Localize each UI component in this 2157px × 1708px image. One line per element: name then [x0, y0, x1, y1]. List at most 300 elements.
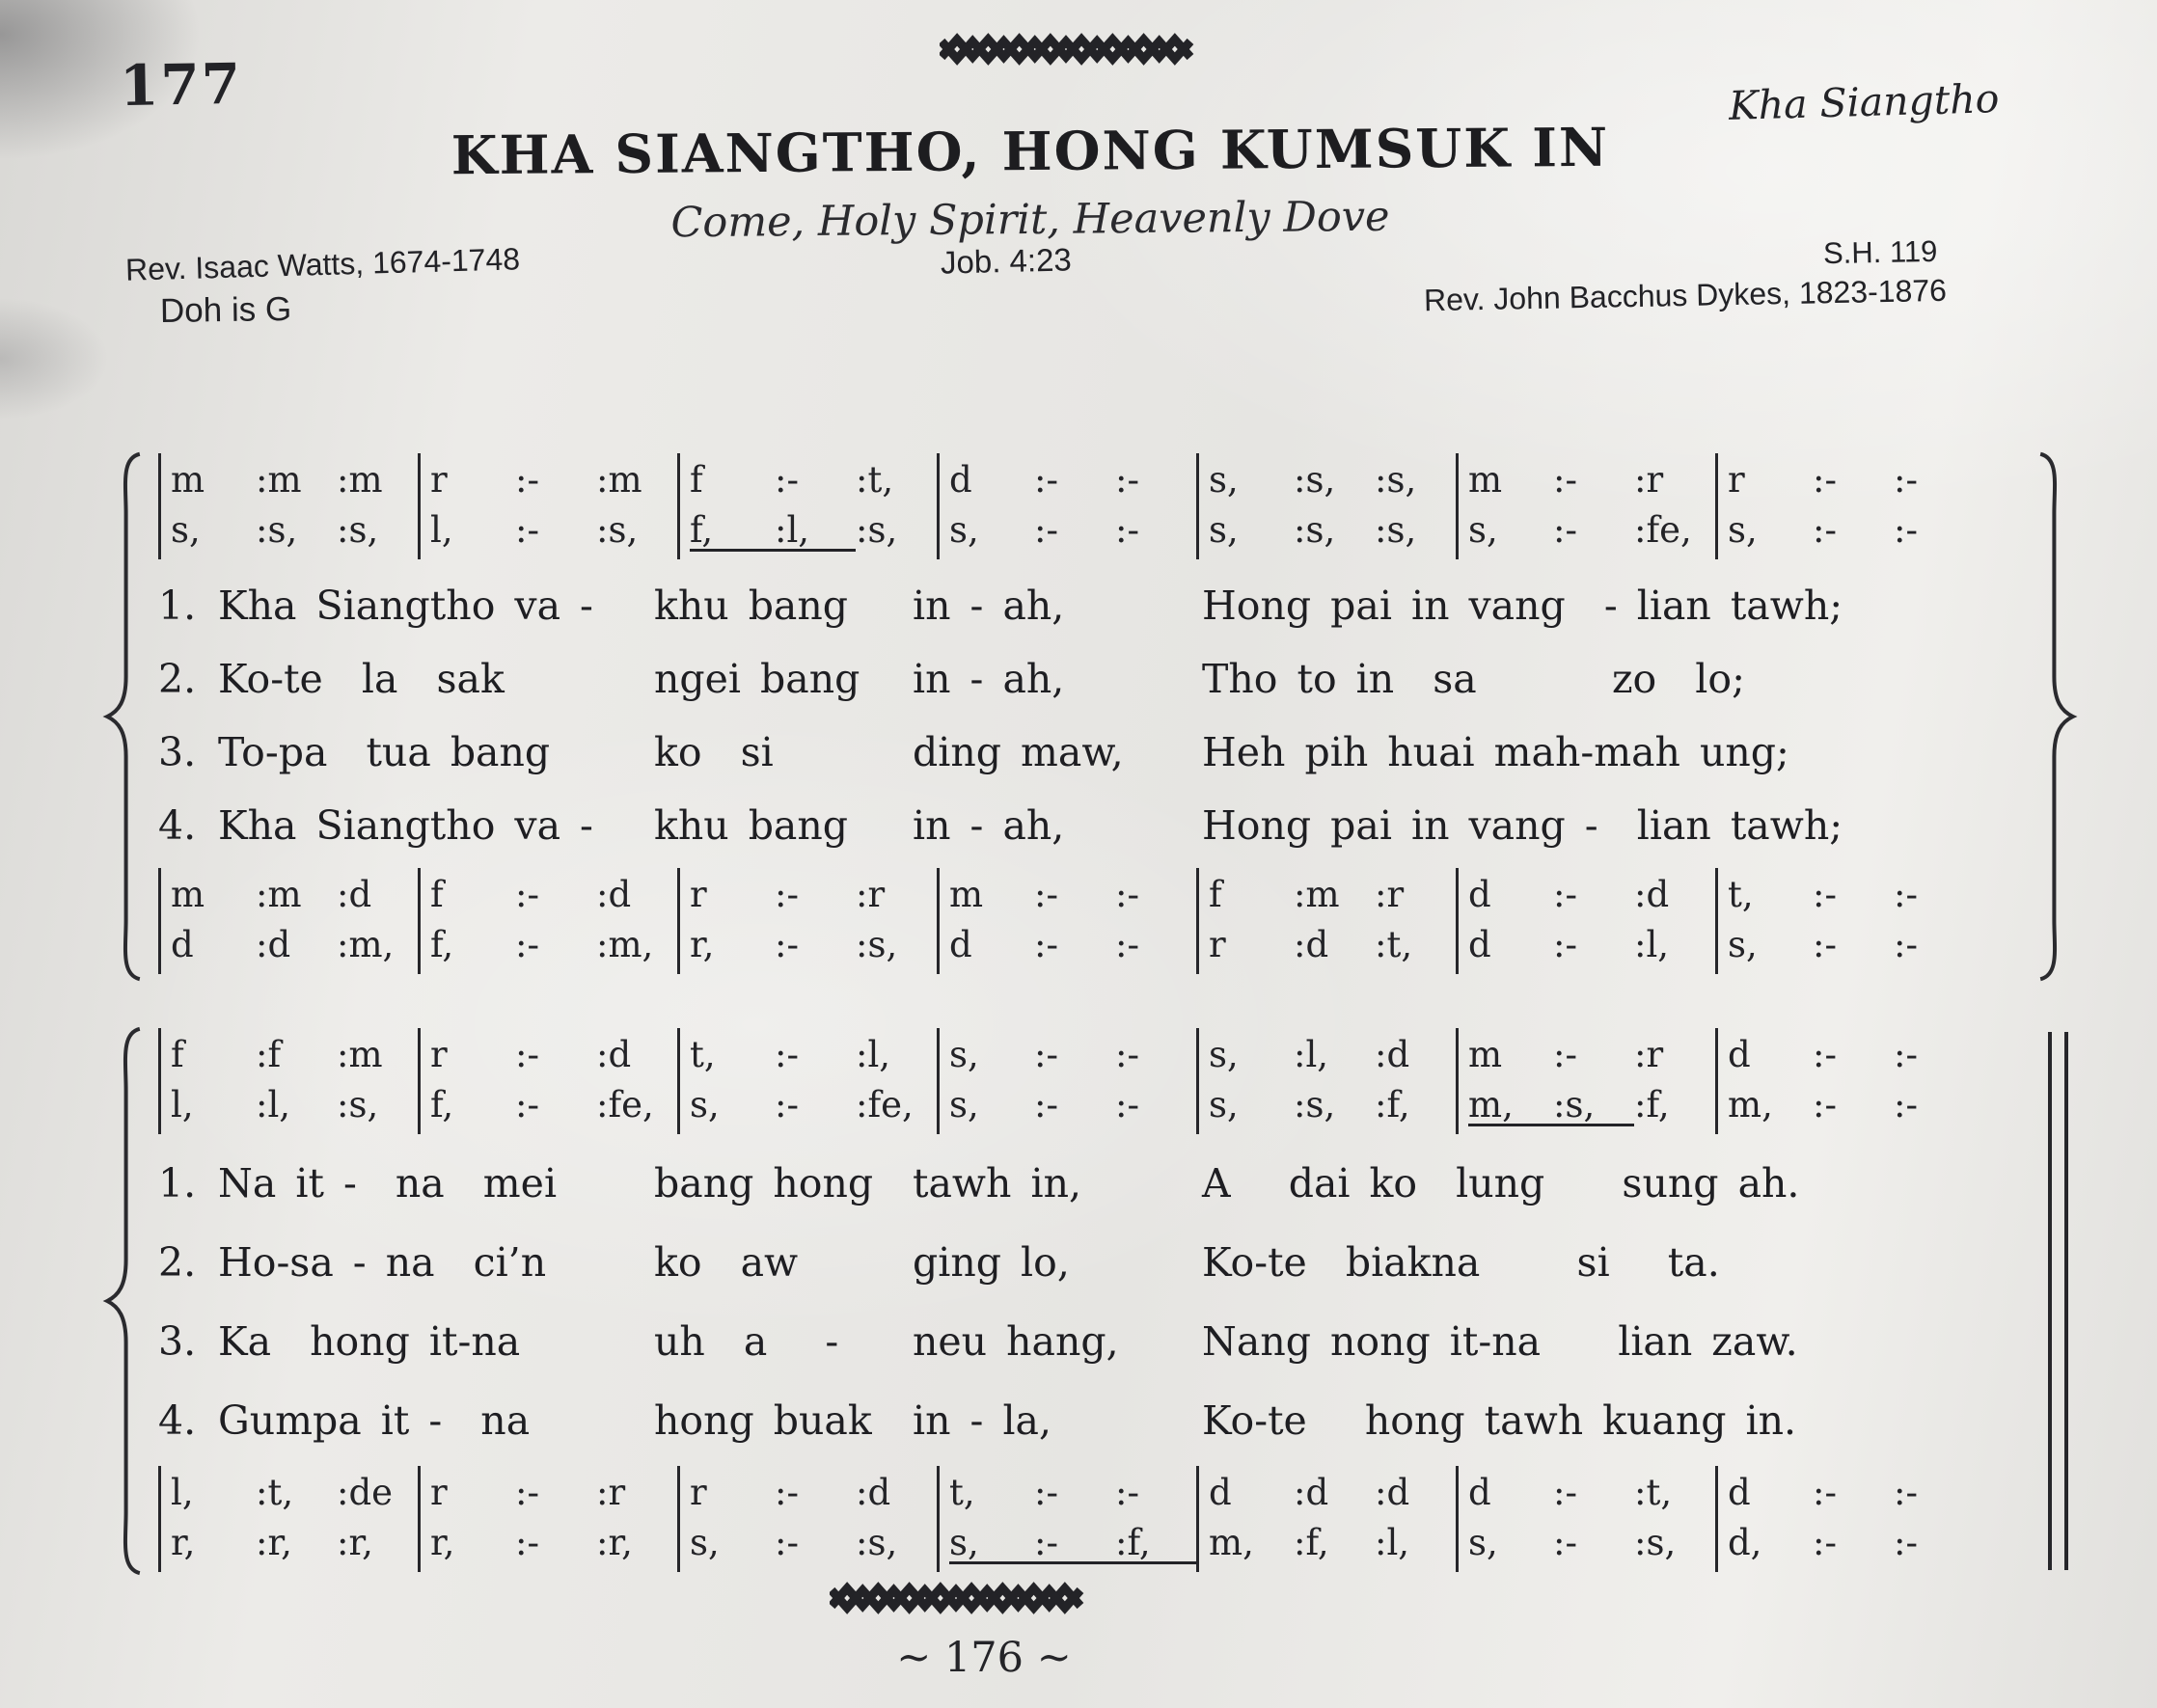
solfa-cell: :s, [1553, 1080, 1634, 1130]
solfa-measure [1456, 453, 1715, 559]
lyric-segment: Hong pai in vang - lian tawh; [1202, 583, 1843, 629]
solfa-cell: :d [856, 1472, 891, 1513]
lyric-line [158, 569, 2014, 642]
solfa-voice-row [1209, 1080, 1456, 1130]
solfa-measure [1715, 1028, 1975, 1134]
lyric-line [158, 1381, 2014, 1460]
lyric-segment: ging lo, [913, 1239, 1070, 1286]
solfa-cell: s, [1728, 924, 1758, 965]
solfa-cell: :- [515, 459, 539, 501]
lyric-line [158, 716, 2014, 789]
solfa-voice-row [1209, 1030, 1456, 1080]
solfa-cell: :- [1115, 874, 1139, 915]
solfa-cell: :- [1034, 1472, 1058, 1513]
lyric-segment: in - ah, [913, 656, 1065, 702]
lyric-segment: Nang nong it-na lian zaw. [1202, 1318, 1798, 1365]
solfa-voice-row [430, 1518, 677, 1568]
solfa-cell: :d [256, 924, 291, 965]
solfa-measure [1196, 1028, 1456, 1134]
solfa-cell: :l, [1294, 1034, 1329, 1075]
solfa-voice-row [1468, 1030, 1715, 1080]
solfa-cell: s, [1209, 459, 1239, 501]
solfa-cell: :s, [596, 509, 639, 551]
solfa-cell: :r, [596, 1522, 633, 1563]
solfa-cell: :m, [596, 924, 654, 965]
solfa-voice-row [1468, 455, 1715, 505]
music-system-2 [96, 1026, 2086, 1576]
solfa-voice-row [690, 870, 937, 920]
solfa-cell: s, [1209, 509, 1239, 551]
solfa-cell: :- [1894, 509, 1918, 551]
solfa-cell: :t, [856, 459, 894, 501]
solfa-cell: :- [1553, 1522, 1577, 1563]
solfa-cell: :- [515, 874, 539, 915]
music-system-1 [96, 451, 2086, 982]
solfa-cell: :- [1813, 509, 1837, 551]
solfa-cell: :r [856, 874, 886, 915]
solfa-voice-row [430, 920, 677, 970]
solfa-measure [677, 1028, 937, 1134]
solfa-measure [418, 1028, 677, 1134]
staff-tenor-bass [158, 868, 2014, 974]
verse-number: 3. [158, 1318, 197, 1365]
lyric-segment: Ko-te hong tawh kuang in. [1202, 1397, 1797, 1444]
solfa-voice-row [1728, 455, 1975, 505]
solfa-cell: :- [515, 1084, 539, 1125]
solfa-cell: :r, [337, 1522, 373, 1563]
solfa-measure [677, 868, 937, 974]
solfa-cell: :r, [256, 1522, 292, 1563]
solfa-cell: :d [1634, 874, 1670, 915]
solfa-cell: :- [1894, 1472, 1918, 1513]
author-attribution: Rev. Isaac Watts, 1674-1748 [124, 241, 521, 287]
solfa-voice-row [1209, 920, 1456, 970]
lyric-segment: A dai ko lung sung ah. [1202, 1160, 1800, 1206]
lyric-segment: Na it - na mei [218, 1160, 558, 1206]
solfa-cell: :- [1894, 459, 1918, 501]
solfa-cell: :- [1813, 1084, 1837, 1125]
solfa-voice-row [690, 1080, 937, 1130]
solfa-cell: :s, [1634, 1522, 1677, 1563]
solfa-cell: :l, [1634, 924, 1670, 965]
solfa-cell: s, [690, 1084, 720, 1125]
solfa-voice-row [171, 455, 418, 505]
solfa-voice-row [949, 1030, 1196, 1080]
solfa-cell: :s, [1375, 459, 1417, 501]
lyric-segment: Ho-sa - na ci’n [218, 1239, 547, 1286]
solfa-voice-row [1209, 505, 1456, 556]
solfa-cell: :t, [256, 1472, 294, 1513]
system-1-content [158, 453, 2014, 974]
verse-number: 1. [158, 583, 197, 629]
solfa-cell: :- [775, 874, 799, 915]
solfa-cell: d [1468, 874, 1491, 915]
solfa-cell: f, [430, 1084, 454, 1125]
staff-soprano-alto [158, 453, 2014, 559]
solfa-cell: :s, [856, 924, 898, 965]
solfa-measure [677, 1466, 937, 1572]
attribution-block [125, 235, 2012, 390]
solfa-cell: s, [1468, 1522, 1498, 1563]
solfa-voice-row [1468, 870, 1715, 920]
solfa-cell: :- [1553, 874, 1577, 915]
solfa-measure [937, 868, 1196, 974]
solfa-voice-row [690, 505, 937, 556]
solfa-cell: :- [1813, 1472, 1837, 1513]
solfa-cell: :- [1115, 459, 1139, 501]
solfa-voice-row [949, 505, 1196, 556]
solfa-cell: d [171, 924, 194, 965]
solfa-cell: d [1468, 1472, 1491, 1513]
solfa-cell: :- [775, 459, 799, 501]
verse-number: 1. [158, 1160, 197, 1206]
solfa-cell: :t, [1375, 924, 1413, 965]
solfa-cell: :- [1813, 874, 1837, 915]
solfa-cell: :t, [1634, 1472, 1673, 1513]
solfa-cell: :- [515, 509, 539, 551]
solfa-voice-row [171, 505, 418, 556]
solfa-measure [1196, 453, 1456, 559]
solfa-cell: :m [337, 459, 383, 501]
solfa-cell: :- [1553, 924, 1577, 965]
solfa-cell: :- [1553, 459, 1577, 501]
solfa-voice-row [690, 1518, 937, 1568]
solfa-cell: :r [1375, 874, 1405, 915]
solfa-cell: :fe, [1634, 509, 1692, 551]
lyric-line [158, 1302, 2014, 1381]
verse-number: 4. [158, 802, 197, 849]
solfa-cell: :d [596, 874, 632, 915]
solfa-voice-row [690, 1030, 937, 1080]
solfa-cell: d, [1728, 1522, 1762, 1563]
solfa-cell: m, [1209, 1522, 1254, 1563]
hymnal-reference: S.H. 119 [1822, 233, 1938, 271]
solfa-cell: t, [1728, 874, 1754, 915]
solfa-cell: s, [1209, 1034, 1239, 1075]
lyric-segment: in - la, [913, 1397, 1052, 1444]
lyric-segment: in - ah, [913, 802, 1065, 849]
solfa-measure [1456, 1028, 1715, 1134]
solfa-voice-row [949, 1080, 1196, 1130]
solfa-cell: :- [1034, 1034, 1058, 1075]
solfa-cell: f [430, 874, 444, 915]
solfa-cell: :- [1553, 509, 1577, 551]
solfa-measure [937, 1466, 1196, 1572]
solfa-cell: d [1728, 1034, 1751, 1075]
solfa-cell: d [1468, 924, 1491, 965]
solfa-cell: r [690, 1472, 707, 1513]
solfa-cell: s, [1209, 1084, 1239, 1125]
solfa-voice-row [1209, 1518, 1456, 1568]
solfa-cell: :- [515, 1034, 539, 1075]
verse-block-1 [158, 569, 2014, 862]
hymn-header [193, 115, 1868, 248]
solfa-cell: r [430, 1034, 448, 1075]
solfa-cell: :r [1634, 459, 1664, 501]
solfa-cell: s, [690, 1522, 720, 1563]
solfa-cell: :l, [856, 1034, 891, 1075]
solfa-cell: d [949, 459, 972, 501]
solfa-measure [418, 1466, 677, 1572]
solfa-voice-row [1728, 920, 1975, 970]
solfa-voice-row [430, 870, 677, 920]
solfa-cell: l, [171, 1084, 194, 1125]
solfa-cell: :f [256, 1034, 282, 1075]
solfa-measure [158, 1028, 418, 1134]
lyric-segment: Kha Siangtho va - [218, 583, 593, 629]
solfa-cell: m [171, 874, 205, 915]
solfa-cell: :- [775, 1522, 799, 1563]
solfa-cell: t, [690, 1034, 716, 1075]
solfa-measure [1715, 868, 1975, 974]
solfa-cell: d [1728, 1472, 1751, 1513]
lyric-segment: Ko-te biakna si ta. [1202, 1239, 1720, 1286]
solfa-cell: :- [1894, 1034, 1918, 1075]
solfa-cell: :- [1115, 1472, 1139, 1513]
solfa-cell: :- [1115, 1084, 1139, 1125]
lyric-segment: khu bang [654, 583, 849, 629]
lyric-segment: Hong pai in vang - lian tawh; [1202, 802, 1843, 849]
verse-number: 4. [158, 1397, 197, 1444]
solfa-voice-row [1468, 505, 1715, 556]
solfa-cell: r [430, 459, 448, 501]
solfa-measure [1456, 868, 1715, 974]
solfa-cell: m, [1728, 1084, 1773, 1125]
verse-number: 3. [158, 729, 197, 775]
staff-soprano-alto [158, 1028, 2014, 1134]
solfa-cell: t, [949, 1472, 975, 1513]
solfa-cell: :m [1294, 874, 1340, 915]
solfa-cell: :d [1294, 924, 1329, 965]
solfa-measure [418, 453, 677, 559]
lyric-segment: Heh pih huai mah-mah ung; [1202, 729, 1789, 775]
solfa-cell: :- [1813, 1034, 1837, 1075]
running-header: Kha Siangtho [1728, 75, 2000, 129]
lyric-line [158, 789, 2014, 862]
solfa-cell: f [171, 1034, 184, 1075]
solfa-cell: :f, [1115, 1518, 1196, 1568]
zigzag-divider-icon [830, 1582, 1086, 1614]
solfa-cell: :- [1813, 459, 1837, 501]
right-brace [2035, 451, 2078, 982]
solfa-cell: l, [171, 1472, 194, 1513]
solfa-cell: :f, [1375, 1084, 1410, 1125]
solfa-voice-row [1468, 1468, 1715, 1518]
solfa-voice-row [949, 1518, 1196, 1568]
hymn-subtitle: Come, Holy Spirit, Heavenly Dove [670, 192, 1390, 248]
lyric-segment: tawh in, [913, 1160, 1082, 1206]
solfa-cell: :m [256, 874, 302, 915]
composer-attribution: Rev. John Bacchus Dykes, 1823-1876 [1423, 272, 1948, 318]
staff-tenor-bass [158, 1466, 2014, 1572]
solfa-cell: :l, [256, 1084, 291, 1125]
solfa-cell: :- [1894, 924, 1918, 965]
left-brace [102, 451, 145, 982]
solfa-cell: m [949, 874, 984, 915]
solfa-cell: :l, [1375, 1522, 1410, 1563]
solfa-cell: s, [949, 1518, 1034, 1568]
solfa-cell: :s, [256, 509, 298, 551]
solfa-cell: :fe, [596, 1084, 654, 1125]
solfa-cell: :r [596, 1472, 626, 1513]
lyric-segment: Ka hong it-na [218, 1318, 521, 1365]
solfa-cell: :- [1034, 1518, 1115, 1568]
lyric-segment: bang hong [654, 1160, 874, 1206]
solfa-cell: :s, [337, 509, 379, 551]
solfa-cell: :- [1894, 1084, 1918, 1125]
solfa-cell: :m [256, 459, 302, 501]
solfa-voice-row [171, 920, 418, 970]
solfa-cell: :d [1375, 1034, 1410, 1075]
solfa-cell: :- [775, 1034, 799, 1075]
solfa-voice-row [1209, 1468, 1456, 1518]
solfa-cell: :- [1813, 1522, 1837, 1563]
solfa-voice-row [1728, 1468, 1975, 1518]
solfa-cell: :d [337, 874, 372, 915]
solfa-voice-row [430, 455, 677, 505]
lyric-segment: Ko-te la sak [218, 656, 505, 702]
solfa-measure [677, 453, 937, 559]
solfa-voice-row [690, 920, 937, 970]
lyric-line [158, 642, 2014, 716]
solfa-cell: :- [1115, 924, 1139, 965]
solfa-measure [937, 1028, 1196, 1134]
solfa-cell: :f, [1294, 1522, 1329, 1563]
solfa-voice-row [1728, 870, 1975, 920]
solfa-cell: r [1728, 459, 1745, 501]
solfa-cell: :s, [856, 1522, 898, 1563]
solfa-voice-row [1468, 1518, 1715, 1568]
solfa-voice-row [1209, 455, 1456, 505]
solfa-voice-row [949, 455, 1196, 505]
solfa-cell: :- [1553, 1034, 1577, 1075]
solfa-voice-row [1728, 1080, 1975, 1130]
solfa-cell: m [1468, 459, 1503, 501]
solfa-cell: :- [1034, 924, 1058, 965]
solfa-cell: :m [596, 459, 642, 501]
solfa-cell: r [1209, 924, 1226, 965]
solfa-voice-row [171, 1468, 418, 1518]
solfa-voice-row [1728, 1518, 1975, 1568]
solfa-cell: :d [1294, 1472, 1329, 1513]
solfa-voice-row [690, 455, 937, 505]
solfa-cell: :- [1034, 509, 1058, 551]
solfa-cell: :s, [1294, 1084, 1336, 1125]
solfa-cell: :- [515, 924, 539, 965]
solfa-cell: r, [430, 1522, 455, 1563]
solfa-measure [1715, 453, 1975, 559]
solfa-cell: :- [1553, 1472, 1577, 1513]
solfa-voice-row [1468, 920, 1715, 970]
solfa-cell: s, [949, 1084, 979, 1125]
key-signature-note: Doh is G [159, 290, 292, 330]
lyric-segment: in - ah, [913, 583, 1065, 629]
solfa-voice-row [1728, 505, 1975, 556]
solfa-cell: :- [1115, 1034, 1139, 1075]
final-double-barline [2048, 1032, 2068, 1570]
lyric-segment: Tho to in sa zo lo; [1202, 656, 1745, 702]
solfa-cell: :- [1894, 1522, 1918, 1563]
solfa-cell: :- [1034, 1084, 1058, 1125]
solfa-measure [158, 453, 418, 559]
solfa-measure [158, 1466, 418, 1572]
lyric-segment: Gumpa it - na [218, 1397, 531, 1444]
solfa-cell: :- [1894, 874, 1918, 915]
verse-number: 2. [158, 1239, 197, 1286]
verse-number: 2. [158, 656, 197, 702]
system-2-content [158, 1028, 2014, 1572]
hymn-title: KHA SIANGTHO, HONG KUMSUK IN [451, 115, 1610, 187]
solfa-measure [1715, 1466, 1975, 1572]
solfa-cell: m [171, 459, 205, 501]
solfa-cell: :- [775, 1084, 799, 1125]
solfa-measure [418, 868, 677, 974]
solfa-cell: r [430, 1472, 448, 1513]
solfa-cell: :- [515, 1522, 539, 1563]
solfa-cell: :d [1375, 1472, 1410, 1513]
lyric-line [158, 1144, 2014, 1223]
solfa-voice-row [171, 1518, 418, 1568]
lyric-segment: neu hang, [913, 1318, 1119, 1365]
lyric-segment: ding maw, [913, 729, 1124, 775]
solfa-cell: :- [1034, 874, 1058, 915]
solfa-cell: :- [1813, 924, 1837, 965]
solfa-voice-row [430, 1080, 677, 1130]
solfa-cell: s, [171, 509, 201, 551]
left-brace [102, 1026, 145, 1576]
lyric-segment: hong buak [654, 1397, 872, 1444]
solfa-cell: :de [337, 1472, 394, 1513]
solfa-measure [158, 868, 418, 974]
lyric-segment: uh a - [654, 1318, 839, 1365]
solfa-voice-row [1209, 870, 1456, 920]
solfa-voice-row [171, 1080, 418, 1130]
solfa-cell: s, [949, 509, 979, 551]
lyric-line [158, 1223, 2014, 1302]
solfa-measure [937, 453, 1196, 559]
solfa-cell: :- [1034, 459, 1058, 501]
solfa-cell: :s, [1294, 509, 1336, 551]
solfa-cell: :s, [1375, 509, 1417, 551]
lyric-segment: ngei bang [654, 656, 860, 702]
solfa-cell: l, [430, 509, 453, 551]
solfa-measure [1456, 1466, 1715, 1572]
solfa-voice-row [171, 1030, 418, 1080]
solfa-cell: :s, [856, 509, 898, 551]
solfa-cell: :- [515, 1472, 539, 1513]
solfa-cell: f, [430, 924, 454, 965]
solfa-measure [1196, 1466, 1456, 1572]
solfa-cell: :r [1634, 1034, 1664, 1075]
solfa-cell: r, [690, 924, 715, 965]
solfa-cell: d [1209, 1472, 1232, 1513]
lyric-segment: Kha Siangtho va - [218, 802, 593, 849]
solfa-cell: :fe, [856, 1084, 914, 1125]
lyric-segment: ko si [654, 729, 774, 775]
solfa-voice-row [171, 870, 418, 920]
solfa-cell: :d [596, 1034, 632, 1075]
lyric-segment: To-pa tua bang [218, 729, 551, 775]
solfa-cell: m [1468, 1034, 1503, 1075]
solfa-voice-row [949, 870, 1196, 920]
solfa-cell: f, [690, 505, 775, 556]
solfa-voice-row [949, 920, 1196, 970]
solfa-cell: :- [775, 1472, 799, 1513]
solfa-cell: r, [171, 1522, 196, 1563]
solfa-measure [1196, 868, 1456, 974]
solfa-cell: s, [1468, 509, 1498, 551]
solfa-voice-row [430, 505, 677, 556]
